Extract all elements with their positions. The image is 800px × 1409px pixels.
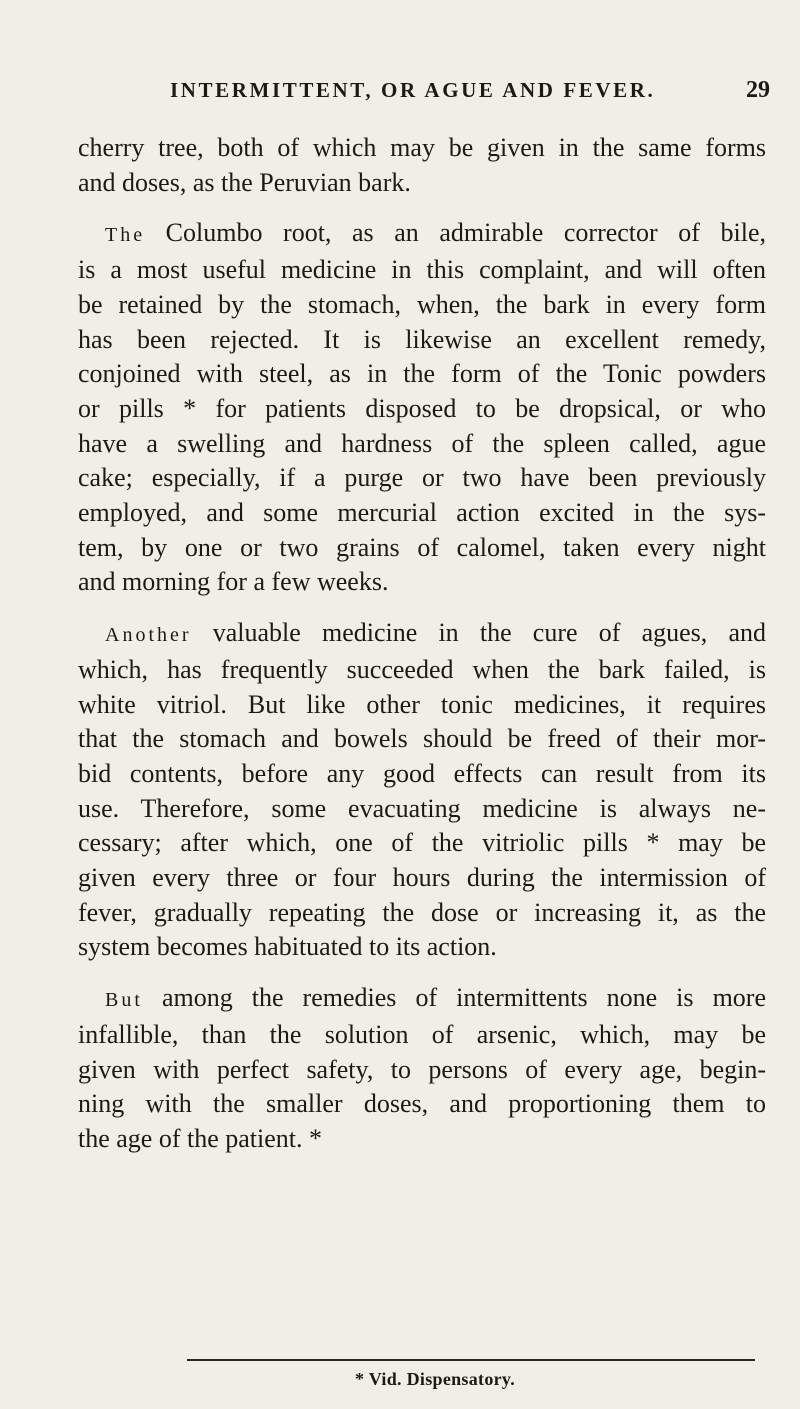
text-line: employed, and some mercurial action excited in the sys- bbox=[78, 498, 766, 528]
running-title: INTERMITTENT, OR AGUE AND FEVER. bbox=[170, 78, 656, 102]
page-number: 29 bbox=[746, 77, 770, 103]
text-line: cake; especially, if a purge or two have been previously bbox=[78, 463, 766, 493]
small-caps-lead: But bbox=[105, 989, 143, 1012]
running-header bbox=[170, 78, 770, 112]
small-caps-lead: The bbox=[105, 224, 146, 247]
text-line: The Columbo root, as an admirable corrector of bile, bbox=[105, 218, 766, 248]
text-line: But among the remedies of intermittents none is more bbox=[105, 983, 766, 1013]
paragraph-peruvian-bark bbox=[78, 131, 766, 200]
text-line: and morning for a few weeks. bbox=[78, 567, 389, 597]
footnote-rule bbox=[187, 1359, 755, 1361]
text-line: use. Therefore, some evacuating medicine is always ne- bbox=[78, 793, 766, 823]
text-line: and doses, as the Peruvian bark. bbox=[78, 167, 411, 197]
text-line: Another valuable medicine in the cure of agues, and bbox=[105, 618, 766, 648]
small-caps-lead: Another bbox=[105, 624, 192, 647]
text-line: system becomes habituated to its action. bbox=[78, 932, 497, 962]
text-line: ning with the smaller doses, and proportioning them to bbox=[78, 1089, 766, 1119]
text-line: bid contents, before any good effects can result from its bbox=[78, 758, 766, 788]
text-line: given every three or four hours during the intermission of bbox=[78, 863, 766, 893]
text-line: that the stomach and bowels should be freed of their mor- bbox=[78, 724, 766, 754]
text-line: fever, gradually repeating the dose or increasing it, as the bbox=[78, 897, 766, 927]
text-line: or pills * for patients disposed to be dropsical, or who bbox=[78, 393, 766, 423]
paragraph-columbo-root bbox=[78, 216, 766, 600]
text-line: the age of the patient. * bbox=[78, 1123, 323, 1153]
text-line: tem, by one or two grains of calomel, taken every night bbox=[78, 532, 766, 562]
text-line: cherry tree, both of which may be given in the same forms bbox=[78, 133, 766, 162]
text-line: is a most useful medicine in this complaint, and will often bbox=[78, 255, 766, 285]
text-line: given with perfect safety, to persons of every age, begin- bbox=[78, 1054, 766, 1084]
footnote: * Vid. Dispensatory. bbox=[354, 1369, 516, 1389]
text-line: have a swelling and hardness of the spleen called, ague bbox=[78, 428, 766, 458]
text-line: which, has frequently succeeded when the bark failed, is bbox=[78, 654, 766, 684]
text-line: white vitriol. But like other tonic medicines, it requires bbox=[78, 689, 766, 719]
text-line: has been rejected. It is likewise an excellent remedy, bbox=[78, 324, 766, 354]
text-line: conjoined with steel, as in the form of the Tonic powders bbox=[78, 359, 766, 389]
body-text bbox=[78, 131, 766, 1157]
text-line: be retained by the stomach, when, the bark in every form bbox=[78, 289, 766, 319]
paragraph-white-vitriol bbox=[78, 616, 766, 965]
text-line: infallible, than the solution of arsenic, which, may be bbox=[78, 1019, 766, 1049]
text-line: cessary; after which, one of the vitriolic pills * may be bbox=[78, 828, 766, 858]
paragraph-arsenic bbox=[78, 981, 766, 1157]
